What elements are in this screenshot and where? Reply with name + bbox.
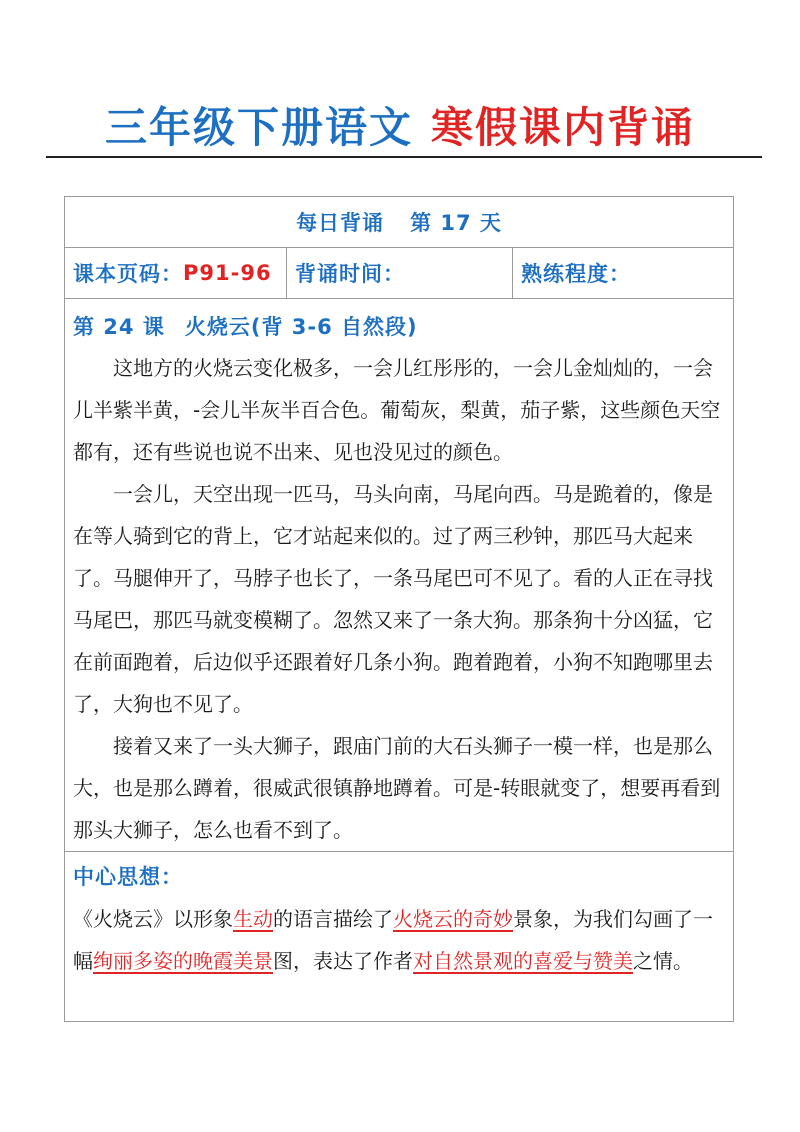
central-idea-title: 中心思想： — [73, 865, 183, 889]
lesson-heading — [65, 299, 733, 345]
highlight-phrase: 火烧云的奇妙 — [393, 907, 513, 931]
paragraph: 接着又来了一头大狮子，跟庙门前的大石头狮子一模一样，也是那么大，也是那么蹲着，很威武很镇静地蹲着。可是-转眼就变了，想要再看到那头大狮子，怎么也看不到了。 — [73, 734, 721, 842]
lesson-title: 火烧云(背 3-6 自然段) — [184, 315, 418, 339]
daily-header — [65, 197, 733, 248]
page-label: 课本页码： — [73, 262, 183, 286]
highlight-phrase: 对自然景观的喜爱与赞美 — [413, 949, 633, 973]
proficiency-label: 熟练程度： — [521, 262, 631, 286]
central-idea-segment: 之情。 — [633, 949, 693, 973]
central-idea-text — [65, 894, 733, 982]
page-code: P91-96 — [183, 261, 272, 285]
info-row — [65, 248, 733, 299]
time-label: 背诵时间： — [295, 262, 405, 286]
page-title — [0, 98, 800, 158]
highlight-phrase: 绚丽多姿的晚霞美景 — [93, 949, 273, 973]
title-divider — [46, 156, 762, 158]
central-idea-segment: 景象，为我们勾画了一幅 — [73, 907, 713, 973]
time-cell — [287, 248, 513, 298]
lesson-number: 第 24 课 — [73, 315, 165, 339]
page-cell — [65, 248, 287, 298]
highlight-phrase: 生动 — [233, 907, 273, 931]
passage-text — [65, 345, 733, 851]
paragraph: 这地方的火烧云变化极多，一会儿红彤彤的，一会儿金灿灿的，一会儿半紫半黄，-会儿半灰半百合色。葡萄灰，梨黄，茄子紫，这些颜色天空都有，还有些说也说不出来、见也没见过的颜色。 — [73, 356, 721, 464]
central-idea-segment: 《火烧云》以形象 — [73, 907, 233, 931]
title-topic: 寒假课内背诵 — [431, 103, 696, 152]
paragraph: 一会儿，天空出现一匹马，马头向南，马尾向西。马是跪着的，像是在等人骑到它的背上，它才站起来似的。过了两三秒钟，那匹马大起来了。马腿伸开了，马脖子也长了，一条马尾巴可不见了。看的人正在寻找马尾巴，那匹马就变模糊了。忽然又来了一条大狗。那条狗十分凶猛，它在前面跑着，后边似乎还跟着好几条小狗。跑着跑着，小狗不知跑哪里去了，大狗也不见了。 — [73, 482, 713, 716]
day-label: 第 17 天 — [410, 211, 502, 235]
central-idea-segment: 图，表达了作者 — [273, 949, 413, 973]
recitation-sheet — [64, 196, 734, 1022]
central-idea-section — [65, 851, 733, 1021]
central-idea-segment: 的语言描绘了 — [273, 907, 393, 931]
title-grade: 三年级下册语文 — [104, 103, 413, 152]
daily-label: 每日背诵 — [296, 211, 385, 235]
proficiency-cell — [513, 248, 733, 298]
